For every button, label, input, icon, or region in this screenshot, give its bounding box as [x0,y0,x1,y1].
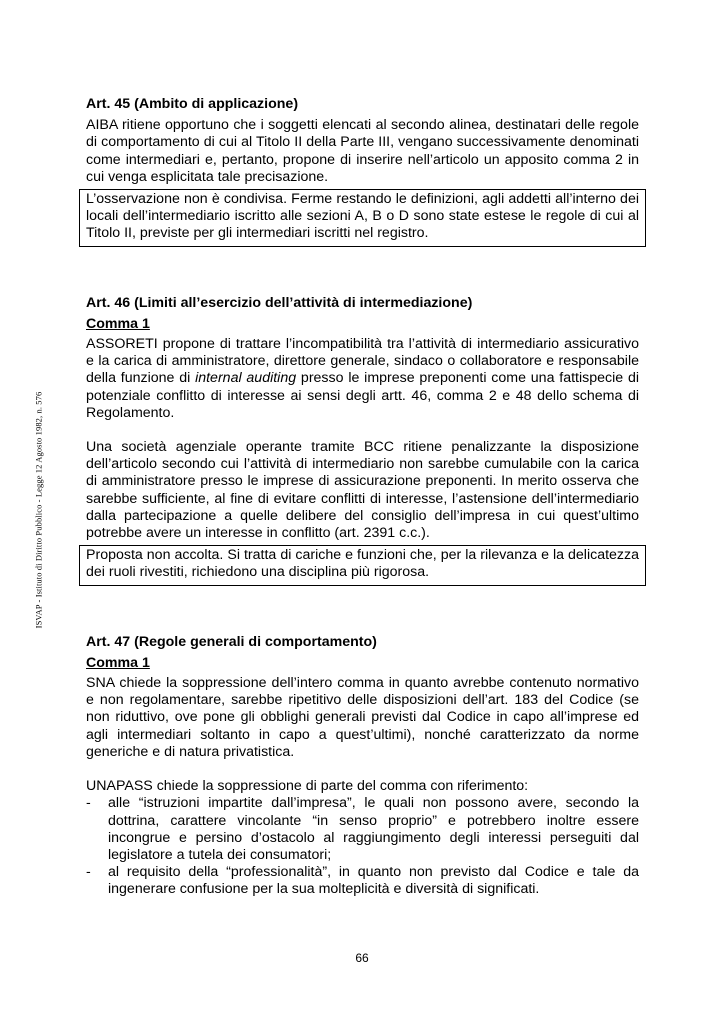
art47-paragraph-2: UNAPASS chiede la soppressione di parte del comma con riferimento: [86,778,529,795]
art46-paragraph-2: Una società agenziale operante tramite BCC ritiene penalizzante la disposizione dell’articolo secondo cui l’attività di intermediario non sarebbe cumulabile con la carica di amministratore presso le imprese di assicurazione preponenti. In merito osserva che sarebbe sufficiente, al fine di evitare conflitti di interesse, l’astensione dell’intermediario dalla partecipazione a quelle delibere del consiglio dell’impresa in cui quest’ultimo potrebbe avere un interesse in conflitto (art. 2391 c.c.). [86,439,639,542]
art46-section [86,295,639,586]
art46-title: Art. 46 (Limiti all’esercizio dell’attività di intermediazione) [86,294,473,311]
art46-comma-heading: Comma 1 [86,315,150,332]
document-body [86,96,639,899]
art45-body: AIBA ritiene opportuno che i soggetti elencati al secondo alinea, destinatari delle regole di comportamento di cui al Titolo II della Parte III, vengano successivamente denominati come intermediari e, pertanto, propone di inserire nell’articolo un apposito comma 2 in cui venga esplicitata tale precisazione. [86,117,639,185]
art46-p1-text-end: presso le imprese preponenti come una fattispecie di potenziale conflitto di interesse ai sensi degli artt. 46, comma 2 e 48 dello schema di Regolamento. [86,370,639,421]
art45-reply-box: L’osservazione non è condivisa. Ferme restando le definizioni, agli addetti all’interno dei locali dell’intermediario iscritto alle sezioni A, B o D sono state estese le regole di cui al Titolo II, previste per gli intermediari iscritti nel registro. [79,189,646,247]
list-item [86,795,639,864]
art46-paragraph-1 [86,336,639,422]
side-margin-note-text: ISVAP - Istituto di Diritto Pubblico - Legge 12 Agosto 1982, n. 576 [33,391,43,629]
art46-p1-text-start: ASSORETI propone di trattare l’incompatibilità tra l’attività di intermediario assicurativo e la carica di amministratore, direttore generale, sindaco o collaboratore e responsabile della funzione di [86,336,639,387]
bullet-text: alle “istruzioni impartite dall’impresa”, le quali non possono avere, secondo la dottrina, carattere vincolante “in senso proprio” e potrebbero inoltre essere incongrue e persino d’ostacolo al raggiungimento degli interessi perseguiti dal legislatore a tutela dei consumatori; [108,795,639,863]
side-margin-note [32,380,44,640]
bullet-text: al requisito della “professionalità”, in quanto non previsto dal Codice e tale da ingenerare confusione per la sua molteplicità e diversità di significati. [108,864,639,898]
list-item [86,864,639,898]
art47-paragraph-1: SNA chiede la soppressione dell’intero comma in quanto avrebbe contenuto normativo e non regolamentare, sarebbe ripetitivo delle disposizioni dell’art. 183 del Codice (se non riduttivo, ove pone gli obblighi generali previsti dal Codice in capo all’imprese ed agli intermediari soltanto in capo a quest’ultimi), nonché caratterizzato da norme generiche e di natura privatistica. [86,675,639,760]
art45-section [86,96,639,247]
art47-section [86,634,639,899]
bullet-dash: - [86,864,91,881]
page-number: 66 [355,951,369,965]
art47-title: Art. 47 (Regole generali di comportamento) [86,633,377,650]
art46-p1-italic-term: internal auditing [195,370,297,387]
art47-bullet-list [86,795,639,898]
art47-comma-heading: Comma 1 [86,654,150,671]
bullet-dash: - [86,795,91,812]
art46-reply-box: Proposta non accolta. Si tratta di cariche e funzioni che, per la rilevanza e la delicatezza dei ruoli rivestiti, richiedono una disciplina più rigorosa. [79,545,646,585]
art45-title: Art. 45 (Ambito di applicazione) [86,96,299,112]
